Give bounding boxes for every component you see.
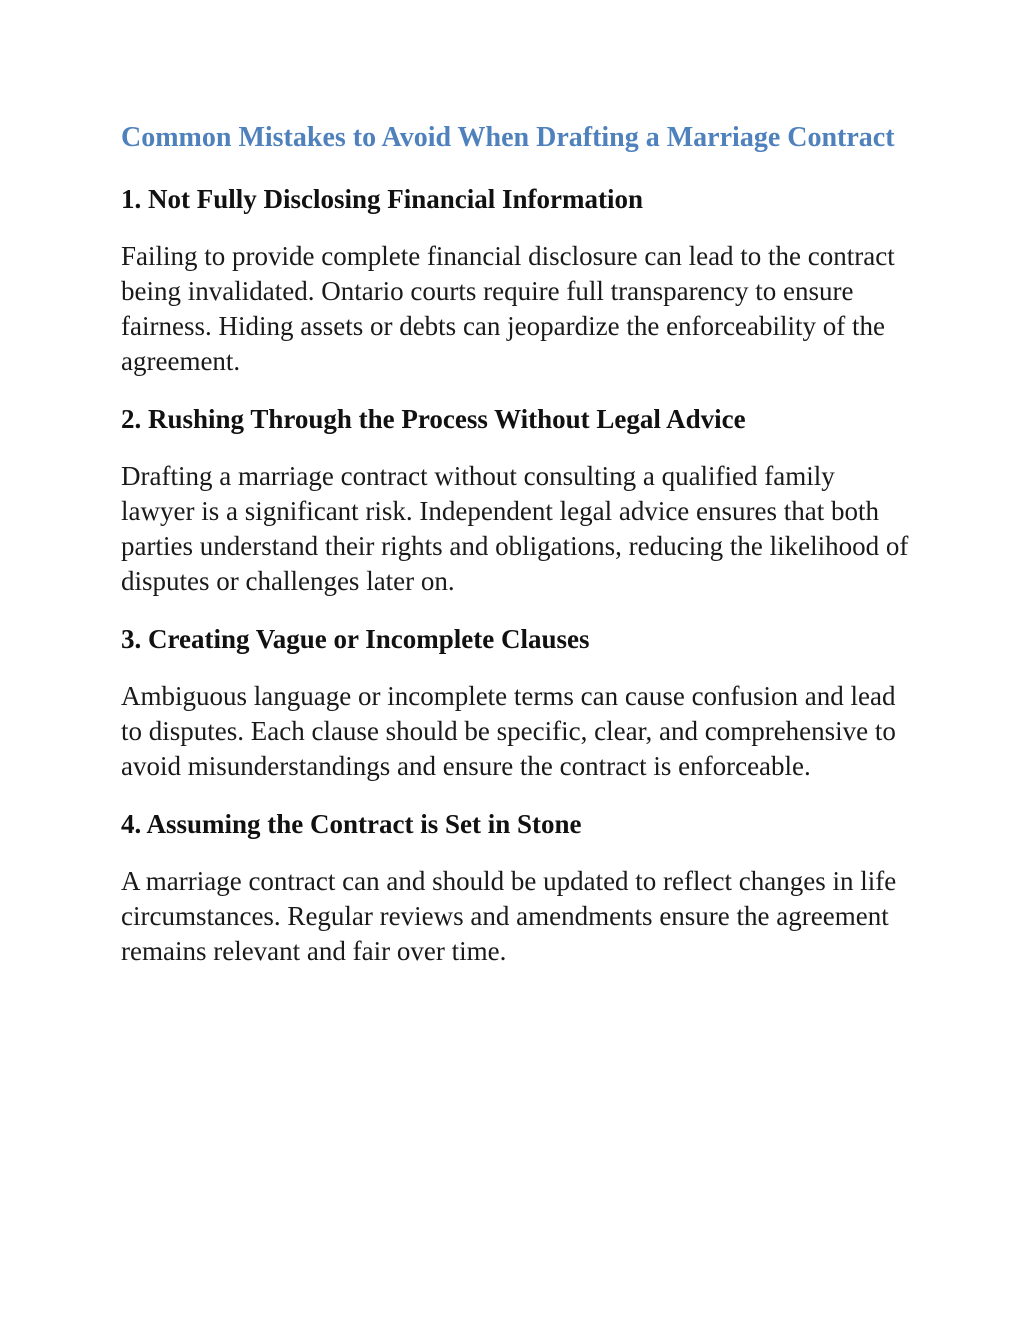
section-heading: 1. Not Fully Disclosing Financial Information bbox=[121, 184, 644, 214]
section-body: Drafting a marriage contract without consulting a qualified family lawyer is a significant risk. Independent legal advice ensures that both parties understand their rights and obligations, reducing the likelihood of disputes or challenges later on. bbox=[121, 461, 909, 596]
section-heading: 3. Creating Vague or Incomplete Clauses bbox=[121, 624, 590, 654]
section-body: Failing to provide complete financial disclosure can lead to the contract being invalidated. Ontario courts require full transparency to ensure fairness. Hiding assets or debts can jeopardize the enforceability of the agreement. bbox=[121, 241, 895, 376]
section-body: A marriage contract can and should be updated to reflect changes in life circumstances. Regular reviews and amendments ensure the agreement remains relevant and fair over time. bbox=[121, 866, 897, 966]
section-disclosure bbox=[121, 182, 911, 379]
section-legal-advice bbox=[121, 402, 911, 599]
section-body: Ambiguous language or incomplete terms can cause confusion and lead to disputes. Each clause should be specific, clear, and comprehensive to avoid misunderstandings and ensure the contract is enforceable. bbox=[121, 681, 896, 781]
section-set-in-stone bbox=[121, 807, 911, 969]
document-title: Common Mistakes to Avoid When Drafting a Marriage Contract bbox=[121, 122, 895, 153]
document-page bbox=[121, 118, 911, 969]
section-heading: 4. Assuming the Contract is Set in Stone bbox=[121, 809, 582, 839]
section-vague-clauses bbox=[121, 622, 911, 784]
section-heading: 2. Rushing Through the Process Without Legal Advice bbox=[121, 404, 746, 434]
